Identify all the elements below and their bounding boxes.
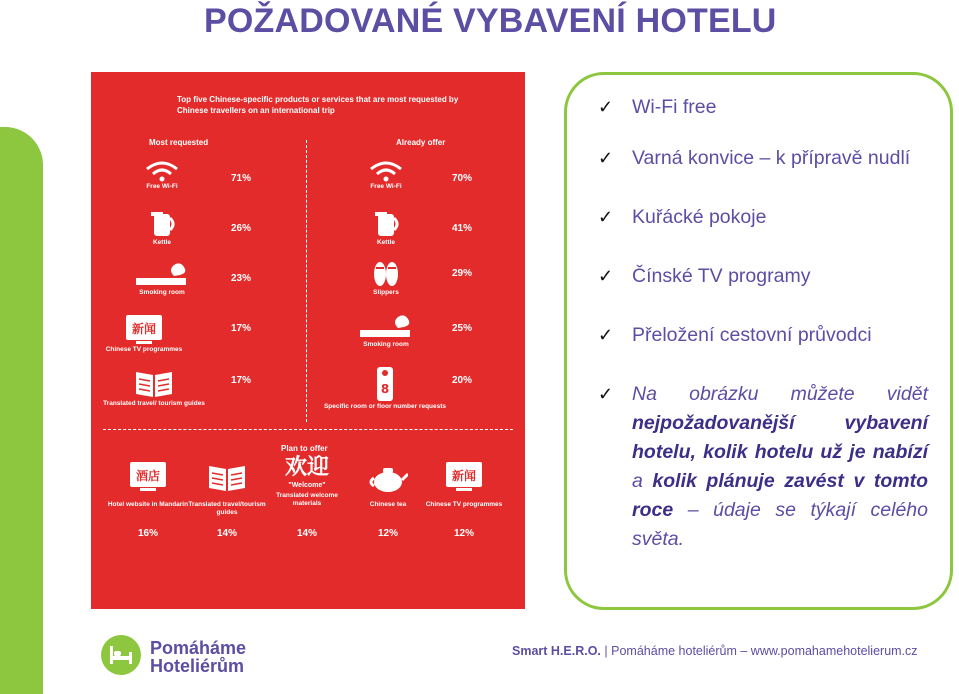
infographic-poster: [91, 72, 525, 609]
footer-text: Pomáháme hoteliérům – www.pomahamehotelierum.cz: [611, 644, 918, 658]
svg-text:8: 8: [380, 382, 390, 396]
welcome-icon: 欢迎: [284, 455, 329, 480]
kettle-icon: [371, 210, 401, 238]
already-offer-item-2: Kettle: [331, 210, 441, 247]
page-title: POŽADOVANÉ VYBAVENÍ HOTELU: [204, 2, 777, 40]
list-item: ✓ Wi-Fi free: [598, 93, 928, 122]
already-offer-item-5: 8 Specific room or floor number requests: [317, 366, 453, 411]
checkmark-icon: ✓: [598, 266, 614, 286]
company-logo: [100, 634, 250, 685]
pct-value: 16%: [137, 528, 158, 539]
checkmark-icon: ✓: [598, 97, 614, 117]
divider-horizontal: [103, 429, 513, 430]
plan-item-1: 酒店 Hotel website in Mandarin 16%: [107, 460, 189, 509]
already-offer-item-4: Smoking room: [331, 314, 441, 349]
pct-value: 17%: [231, 375, 252, 386]
pct-value: 17%: [231, 323, 252, 334]
svg-text:Hoteliérům: Hoteliérům: [150, 656, 245, 676]
pct-value: 71%: [231, 173, 252, 184]
pct-value: 25%: [452, 323, 473, 334]
tv-icon: [124, 313, 164, 345]
footer: [512, 644, 918, 658]
svg-text:新闻: 新闻: [131, 322, 157, 336]
list-item: ✓ Čínské TV programy: [598, 262, 928, 291]
divider-vertical: [306, 140, 307, 422]
book-icon: [134, 369, 174, 399]
pct-value: 12%: [453, 528, 474, 539]
most-requested-item-2: Kettle: [107, 210, 217, 247]
checkmark-icon: ✓: [598, 207, 614, 227]
list-item: ✓ Přeložení cestovní průvodci: [598, 321, 928, 350]
wifi-icon: [368, 160, 404, 182]
plan-item-3: 欢迎 "Welcome" Translated welcome materials 14%: [267, 456, 347, 508]
svg-text:酒店: 酒店: [135, 469, 161, 483]
cigarette-icon: [132, 262, 192, 288]
plan-to-offer-label: Plan to offer: [281, 444, 328, 453]
list-item: ✓ Kuřácké pokoje: [598, 203, 928, 232]
plan-item-4: Chinese tea 12%: [347, 462, 429, 509]
list-item: ✓ Na obrázku můžete vidět nejpožadovanější vybavení hotelu, kolik hotelu už je nabízí a kolik plánuje zavést v tomto roce – údaje se týkají celého světa.: [598, 380, 928, 554]
pct-value: 29%: [452, 268, 473, 279]
already-offer-item-3: Slippers: [331, 260, 441, 297]
door-tag-icon: [376, 366, 394, 402]
footer-brand: Smart H.E.R.O.: [512, 644, 601, 658]
pct-value: 12%: [377, 528, 398, 539]
book-icon: [207, 462, 247, 494]
decorative-green-bar: [0, 127, 43, 694]
equipment-list: [598, 93, 928, 554]
pct-value: 23%: [231, 273, 252, 284]
most-requested-item-1: Free Wi-Fi: [107, 160, 217, 191]
teapot-icon: [368, 462, 408, 494]
list-item: ✓ Varná konvice – k přípravě nudlí: [598, 144, 928, 173]
plan-item-5: 新闻 Chinese TV programmes 12%: [423, 460, 505, 509]
slippers-icon: [371, 260, 401, 288]
pct-value: 70%: [452, 173, 473, 184]
kettle-icon: [147, 210, 177, 238]
cigarette-icon: [356, 314, 416, 340]
wifi-icon: [144, 160, 180, 182]
logo-mark-icon: [100, 634, 250, 680]
most-requested-item-4: 新闻 Chinese TV programmes: [89, 313, 199, 354]
pct-value: 14%: [216, 528, 237, 539]
most-requested-label: Most requested: [149, 138, 209, 147]
svg-text:Pomáháme: Pomáháme: [150, 638, 247, 658]
website-icon: [128, 460, 168, 494]
already-offer-item-1: Free Wi-Fi: [331, 160, 441, 191]
pct-value: 26%: [231, 223, 252, 234]
pct-value: 14%: [296, 528, 317, 539]
footer-separator: |: [604, 644, 608, 658]
tv-icon: [444, 460, 484, 494]
svg-text:新闻: 新闻: [451, 469, 477, 483]
plan-item-2: Translated travel/tourism guides 14%: [186, 462, 268, 517]
checkmark-icon: ✓: [598, 325, 614, 345]
already-offer-label: Already offer: [396, 138, 446, 147]
most-requested-item-5: Translated travel/ tourism guides: [91, 369, 217, 408]
checkmark-icon: ✓: [598, 384, 614, 404]
pct-value: 20%: [452, 375, 473, 386]
most-requested-item-3: Smoking room: [107, 262, 217, 297]
pct-value: 41%: [452, 223, 473, 234]
poster-heading: Top five Chinese-specific products or services that are most requested by Chinese travellers on an international trip: [177, 95, 459, 115]
checkmark-icon: ✓: [598, 148, 614, 168]
